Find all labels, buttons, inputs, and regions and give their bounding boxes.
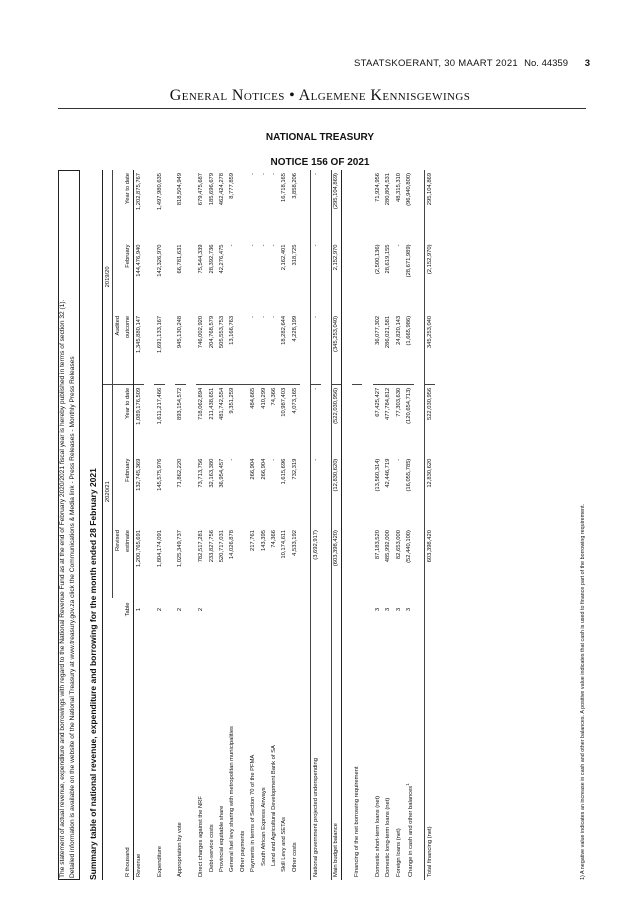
row-label [217, 621, 227, 880]
row-label [331, 621, 341, 880]
row-table-ref [206, 598, 216, 620]
row-value: - [248, 313, 258, 384]
intro-box [58, 170, 80, 880]
row-label [352, 621, 362, 880]
table-row [175, 170, 185, 880]
row-label-text: Financing of the net borrowing requirement [354, 766, 361, 877]
row-value: 410,299 [260, 387, 267, 409]
row-value: - [258, 313, 268, 384]
row-value: 9,351,259 [229, 387, 236, 414]
row-value: 462,424,278 [218, 173, 225, 206]
row-value: 1,615,696 [281, 458, 288, 485]
row-value: 14,026,878 [229, 530, 236, 560]
row-label-text: Revenue [136, 853, 143, 877]
row-value [352, 527, 362, 598]
header-february-b: February [123, 241, 133, 312]
row-table-ref [269, 598, 279, 620]
summary-table [102, 170, 435, 880]
row-value [238, 170, 248, 241]
row-label [393, 621, 403, 880]
row-table-ref [310, 598, 320, 620]
header-audited: Audited [113, 313, 123, 384]
row-value: 1,611,217,466 [156, 387, 163, 425]
spacer-row [165, 170, 175, 880]
row-value [352, 456, 362, 527]
row-value: 782,517,281 [198, 530, 205, 563]
row-value: 143,395 [260, 530, 267, 552]
row-value: 74,366 [270, 530, 277, 548]
row-value: 522,030,956 [425, 384, 435, 455]
row-value [238, 313, 248, 384]
row-table-ref [331, 598, 341, 620]
issue-number: No. 44359 [524, 58, 568, 69]
row-value: 185,696,679 [208, 173, 215, 206]
row-value: 280,804,531 [385, 173, 392, 206]
row-value: 42,446,719 [385, 458, 392, 488]
notice-number: NOTICE 156 OF 2021 [270, 157, 370, 168]
row-value: (1,665,986) [404, 313, 414, 384]
table-row [373, 170, 383, 880]
row-value: 233,827,756 [208, 530, 215, 563]
row-value [352, 313, 362, 384]
row-value: 16,718,165 [281, 173, 288, 203]
table-row [279, 170, 289, 880]
row-value: 4,228,199 [290, 313, 300, 384]
row-label [269, 621, 279, 880]
row-value: 204,768,579 [206, 313, 216, 384]
row-label [238, 621, 248, 880]
row-value: 286,021,581 [383, 313, 393, 384]
row-value: 28,619,155 [385, 244, 392, 274]
row-value: 318,725 [291, 244, 298, 266]
section-title [0, 87, 640, 105]
row-label [154, 621, 164, 880]
row-value: 211,438,651 [208, 387, 215, 420]
row-value: - [270, 244, 277, 247]
running-head [55, 58, 590, 72]
row-label-text: Foreign loans (net) [395, 828, 402, 877]
gazette-date: STAATSKOERANT, 30 MAART 2021 [354, 58, 518, 69]
row-value: 484,665 [250, 387, 257, 409]
row-table-ref [425, 598, 435, 620]
row-label [227, 621, 237, 880]
row-label [404, 621, 414, 880]
row-table-ref [279, 598, 289, 620]
row-value: 82,653,000 [395, 530, 402, 560]
row-value: - [310, 313, 320, 384]
row-label-text: Other costs [291, 842, 298, 872]
row-value: 87,183,520 [374, 530, 381, 560]
row-value: - [395, 458, 402, 461]
row-label [134, 621, 144, 880]
table-row [206, 170, 216, 880]
row-value: - [260, 244, 267, 247]
row-value: 818,504,949 [177, 173, 184, 206]
row-table-ref [217, 598, 227, 620]
row-label-text: Skill Levy and SETAs [281, 817, 288, 872]
row-label [258, 621, 268, 880]
row-value: - [310, 384, 320, 455]
row-value: 4,073,165 [291, 387, 298, 414]
row-value: (28,671,989) [406, 244, 413, 278]
spacer-row [362, 170, 372, 880]
row-value: - [229, 458, 236, 461]
table-row [393, 170, 403, 880]
row-label [175, 621, 185, 880]
row-value: 485,992,000 [385, 530, 392, 563]
row-value: 66,781,631 [177, 244, 184, 274]
table-row [331, 170, 341, 880]
row-value: (603,398,420) [331, 527, 341, 598]
table-row [425, 170, 435, 880]
row-value: - [229, 244, 236, 247]
row-value: 132,745,369 [136, 458, 143, 491]
table-title: Summary table of national revenue, expenditure and borrowing for the month ended 28 February 2021 [88, 468, 98, 880]
header-estimate: estimate [123, 527, 133, 598]
row-label-text: Domestic short-term loans (net) [374, 795, 381, 877]
row-value: (96,940,800) [406, 173, 413, 206]
row-label [383, 621, 393, 880]
row-value: 142,326,970 [156, 244, 163, 277]
section-divider [58, 108, 586, 109]
row-label-text: Other payments [239, 830, 246, 872]
row-value: 8,777,859 [229, 173, 236, 199]
row-value: - [310, 456, 320, 527]
row-value: 32,163,380 [208, 458, 215, 488]
row-label-text: Change in cash and other balances [407, 785, 414, 877]
spacer-row [186, 170, 196, 880]
table-row [238, 170, 248, 880]
row-value: 75,544,339 [198, 244, 205, 274]
row-label-text: Appropriation by vote [177, 822, 184, 877]
row-value: (13,560,314) [374, 458, 381, 492]
row-table-ref: 3 [374, 607, 381, 612]
row-value: (2,152,970) [425, 241, 435, 312]
row-label [290, 621, 300, 880]
row-value: (295,104,869) [331, 170, 341, 241]
page-number: 3 [584, 58, 590, 69]
row-value: (52,440,100) [406, 530, 413, 563]
row-value: 73,713,756 [198, 458, 205, 488]
row-value: 48,315,310 [395, 173, 402, 203]
row-value [238, 384, 248, 455]
row-label-text: Debt-service costs [208, 824, 215, 872]
row-table-ref [238, 598, 248, 620]
header-outcome: outcome [123, 313, 133, 384]
row-label [206, 621, 216, 880]
table-row [154, 170, 164, 880]
header-ytd-a: Year to date [123, 384, 133, 455]
row-value: (120,654,713) [406, 387, 413, 424]
row-label-text: Main budget balance [333, 823, 340, 877]
row-label-text: Domestic long-term loans (net) [385, 797, 392, 877]
row-table-ref: 3 [395, 607, 402, 612]
row-value: (522,030,956) [331, 384, 341, 455]
row-value: - [310, 170, 320, 241]
header-table: Table [123, 598, 133, 620]
header-revised: Revised [115, 530, 122, 551]
row-value: 1,497,980,635 [156, 173, 163, 211]
row-value: 145,575,976 [156, 458, 163, 491]
spacer-row [414, 170, 424, 880]
row-value: 481,742,554 [218, 387, 225, 421]
table-row [248, 170, 258, 880]
header-row-2 [113, 170, 123, 880]
table-row [310, 170, 320, 880]
table-row [290, 170, 300, 880]
row-label [310, 621, 320, 880]
row-value: 18,282,644 [279, 313, 289, 384]
intro-line-2: Detailed information is available on the website of the National Treasury at www.treasury.gov.za click the Communications & Media link - Press Releases - Monthly Press Releases [69, 356, 76, 878]
header-row-years [103, 170, 113, 880]
row-value: 67,425,427 [374, 387, 381, 417]
table-row [404, 170, 414, 880]
row-label-text: Payments in terms of Section 70 of the PFMA [250, 754, 257, 872]
row-value: 477,784,812 [385, 387, 392, 421]
row-value: 505,553,753 [217, 313, 227, 384]
row-value: 4,533,192 [291, 530, 298, 556]
footnote-marker: 1 [404, 783, 410, 786]
spacer-row [300, 170, 310, 880]
table-row [269, 170, 279, 880]
row-value: 71,862,220 [177, 458, 184, 488]
row-value: (12,830,620) [331, 456, 341, 527]
row-value: 217,761 [250, 530, 257, 552]
row-value: - [260, 173, 267, 175]
row-value: 520,717,031 [218, 530, 225, 563]
spacer-row [144, 170, 154, 880]
row-value: 10,987,403 [281, 387, 288, 417]
row-table-ref: 3 [385, 607, 392, 612]
row-label-text: Provincial equitable share [218, 805, 225, 872]
row-value: - [310, 241, 320, 312]
row-value: 74,366 [270, 387, 277, 406]
row-value: 746,002,920 [196, 313, 206, 384]
row-value: 679,475,687 [198, 173, 205, 206]
row-table-ref: 2 [177, 607, 184, 612]
row-value: 295,104,869 [425, 170, 435, 241]
row-table-ref [258, 598, 268, 620]
header-row-3 [123, 170, 133, 880]
row-table-ref: 2 [198, 607, 205, 612]
row-value: - [270, 458, 277, 461]
row-label-text: National government projected underspending [312, 758, 319, 877]
row-label [279, 621, 289, 880]
row-label-text: South African Express Airways [260, 787, 267, 866]
row-value: 945,130,248 [175, 313, 185, 384]
row-value: 10,174,611 [281, 530, 288, 559]
row-value: 1,025,349,737 [177, 530, 184, 568]
row-value: - [250, 244, 257, 247]
row-value: 1,200,765,691 [136, 530, 143, 568]
row-value [238, 456, 248, 527]
table-row [258, 170, 268, 880]
row-value [238, 241, 248, 312]
row-value: 2,162,401 [281, 244, 288, 271]
header-ytd-b: Year to date [123, 170, 133, 241]
row-label [425, 621, 435, 880]
row-value [352, 241, 362, 312]
row-value [352, 384, 362, 455]
table-row [227, 170, 237, 880]
row-value: 718,062,894 [198, 387, 205, 421]
row-value: 13,166,763 [227, 313, 237, 384]
row-value: 24,820,143 [393, 313, 403, 384]
row-value: 77,303,630 [395, 387, 402, 417]
rotated-table-block [58, 170, 590, 880]
row-value: 1,345,880,147 [134, 313, 144, 384]
header-year-2019-20: 2019/20 [103, 170, 113, 384]
row-value: (3,692,917) [310, 527, 320, 598]
row-value: 266,904 [250, 458, 257, 480]
row-label-text: Expenditure [156, 846, 163, 877]
spacer-row [341, 170, 351, 880]
row-value: - [270, 173, 277, 175]
table-row [352, 170, 362, 880]
row-value: 1,804,174,091 [156, 530, 163, 568]
row-label-text: Direct charges against the NRF [198, 796, 205, 877]
row-label-text: Land and Agricultural Development Bank of SA [270, 745, 277, 866]
row-value: 893,154,572 [177, 387, 184, 421]
row-table-ref [248, 598, 258, 620]
row-value: 3,858,206 [291, 173, 298, 199]
row-value: 144,476,940 [136, 244, 143, 277]
row-value: 2,152,970 [331, 241, 341, 312]
row-value: 36,954,457 [218, 458, 225, 488]
row-value: (2,500,136) [374, 244, 381, 275]
spacer-row [321, 170, 331, 880]
table-row [383, 170, 393, 880]
table-row [217, 170, 227, 880]
footnote: 1) A negative value indicates an increase in cash and other balances. A positive value indicates that cash is used to finance part of the borrowing requirement. [580, 503, 586, 880]
intro-text [58, 170, 78, 880]
department-name: NATIONAL TREASURY [265, 132, 375, 143]
row-label-text: General fuel levy sharing with metropolitan municipalities [229, 726, 236, 872]
row-value: 28,392,736 [208, 244, 215, 274]
row-label-text: Total financing (net) [427, 826, 434, 877]
row-value: - [395, 244, 402, 247]
row-value: 732,319 [291, 458, 298, 480]
row-value: 42,276,475 [218, 244, 225, 274]
row-label [248, 621, 258, 880]
row-value: (16,055,785) [406, 458, 413, 492]
row-value: 1,202,875,767 [136, 173, 143, 211]
row-label [373, 621, 383, 880]
row-value: (345,253,040) [331, 313, 341, 384]
row-value: 603,398,420 [425, 527, 435, 598]
row-value: 1,691,133,167 [154, 313, 164, 384]
row-label [196, 621, 206, 880]
row-table-ref [227, 598, 237, 620]
header-rand-thousand: R thousand [123, 621, 133, 880]
row-table-ref: 3 [406, 607, 413, 612]
row-value: - [269, 313, 279, 384]
table-row [196, 170, 206, 880]
header-february-a: February [123, 456, 133, 527]
row-table-ref: 1 [136, 607, 143, 612]
row-value: - [250, 173, 257, 175]
row-value [238, 527, 248, 598]
row-value: 71,924,956 [374, 173, 381, 203]
row-table-ref [290, 598, 300, 620]
row-value: 345,253,040 [425, 313, 435, 384]
section-title-text: General Notices • Algemene Kennisgewings [169, 87, 471, 104]
row-value: 1,089,176,509 [136, 387, 143, 425]
header-year-2020-21: 2020/21 [103, 384, 113, 598]
row-value: 266,904 [260, 458, 267, 480]
row-value: 36,077,302 [373, 313, 383, 384]
row-value [352, 170, 362, 241]
row-table-ref: 2 [156, 607, 163, 612]
table-row [134, 170, 144, 880]
row-value: 12,830,620 [425, 456, 435, 527]
intro-line-1: The statement of actual revenue, expenditure and borrowings with regard to the National Revenue Fund as at the end of February 2020/2021 fiscal year is hereby published in terms of section 32 (1). [59, 299, 66, 878]
row-table-ref [352, 598, 362, 620]
